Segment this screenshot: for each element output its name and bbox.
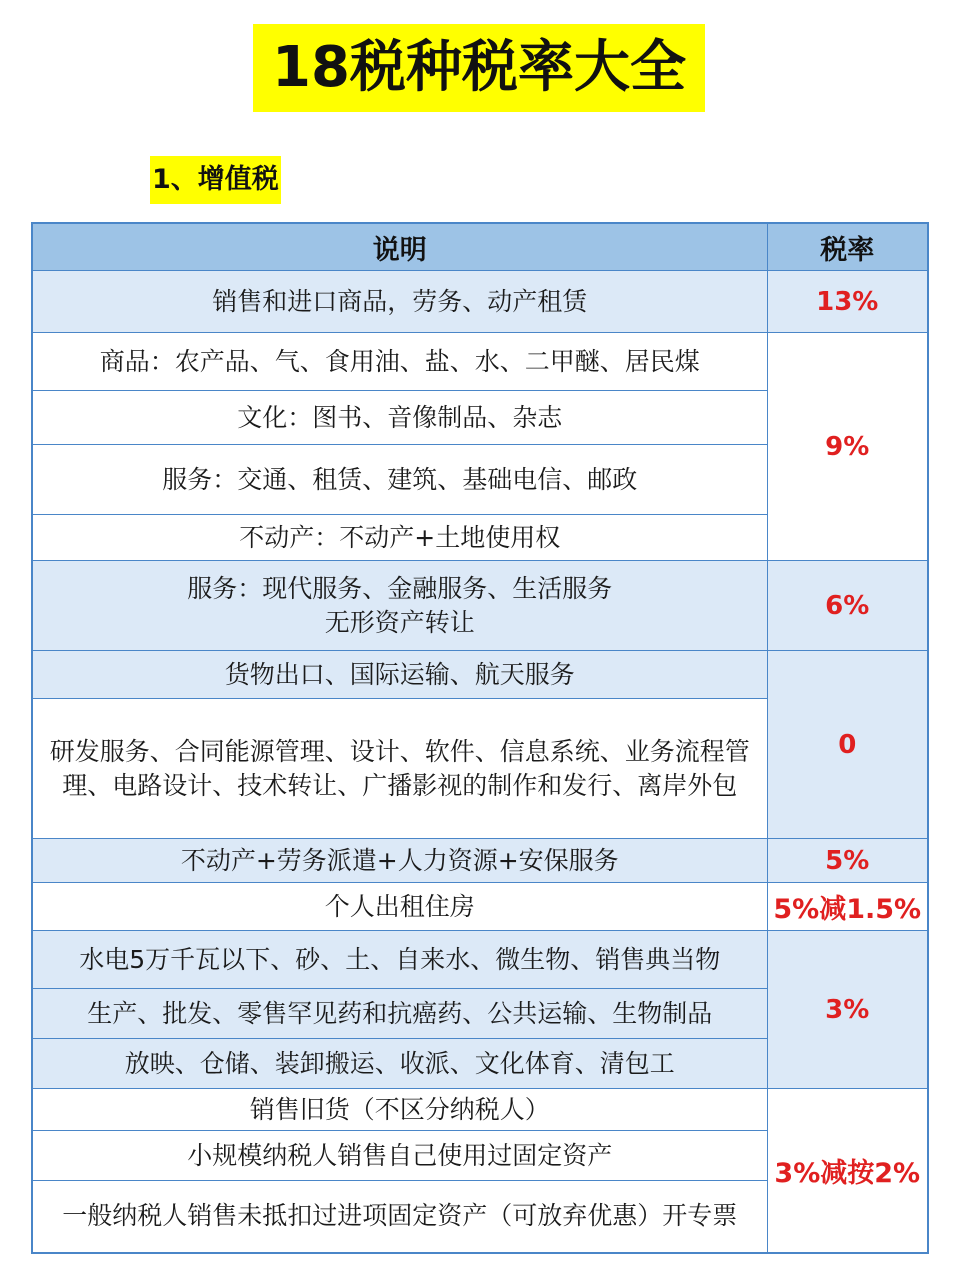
table-row: [32, 561, 928, 651]
vat-rate-table: [31, 222, 929, 1254]
row-description: 研发服务、合同能源管理、设计、软件、信息系统、业务流程管理、电路设计、技术转让、广播影视的制作和发行、离岸外包: [32, 699, 767, 839]
table-row: [32, 271, 928, 333]
rate-cell: 3%: [767, 931, 928, 1089]
rate-cell: 9%: [767, 333, 928, 561]
table-row: [32, 931, 928, 989]
row-description: 服务：现代服务、金融服务、生活服务 无形资产转让: [32, 561, 767, 651]
rate-cell: 13%: [767, 271, 928, 333]
rate-cell: 5%减1.5%: [767, 883, 928, 931]
row-description: 商品：农产品、气、食用油、盐、水、二甲醚、居民煤: [32, 333, 767, 391]
table-row: [32, 651, 928, 699]
row-description: 销售旧货（不区分纳税人）: [32, 1089, 767, 1131]
table-row: [32, 883, 928, 931]
page-title: 18税种税率大全: [253, 24, 705, 112]
table-row: [32, 839, 928, 883]
row-description: 一般纳税人销售未抵扣过进项固定资产（可放弃优惠）开专票: [32, 1181, 767, 1253]
row-description: 货物出口、国际运输、航天服务: [32, 651, 767, 699]
rate-cell: 0: [767, 651, 928, 839]
row-description: 不动产：不动产+土地使用权: [32, 515, 767, 561]
row-description: 不动产+劳务派遣+人力资源+安保服务: [32, 839, 767, 883]
table-header-row: [32, 223, 928, 271]
section-title: 1、增值税: [150, 156, 281, 204]
row-description: 文化：图书、音像制品、杂志: [32, 391, 767, 445]
row-description: 个人出租住房: [32, 883, 767, 931]
header-rate: 税率: [767, 223, 928, 271]
header-description: 说明: [32, 223, 767, 271]
table-row: [32, 1089, 928, 1131]
row-description: 放映、仓储、装卸搬运、收派、文化体育、清包工: [32, 1039, 767, 1089]
rate-cell: 6%: [767, 561, 928, 651]
table-body: [32, 271, 928, 1253]
row-description: 销售和进口商品，劳务、动产租赁: [32, 271, 767, 333]
row-description: 服务：交通、租赁、建筑、基础电信、邮政: [32, 445, 767, 515]
row-description: 水电5万千瓦以下、砂、土、自来水、微生物、销售典当物: [32, 931, 767, 989]
table-row: [32, 333, 928, 391]
row-description: 生产、批发、零售罕见药和抗癌药、公共运输、生物制品: [32, 989, 767, 1039]
rate-cell: 3%减按2%: [767, 1089, 928, 1253]
rate-cell: 5%: [767, 839, 928, 883]
row-description: 小规模纳税人销售自己使用过固定资产: [32, 1131, 767, 1181]
